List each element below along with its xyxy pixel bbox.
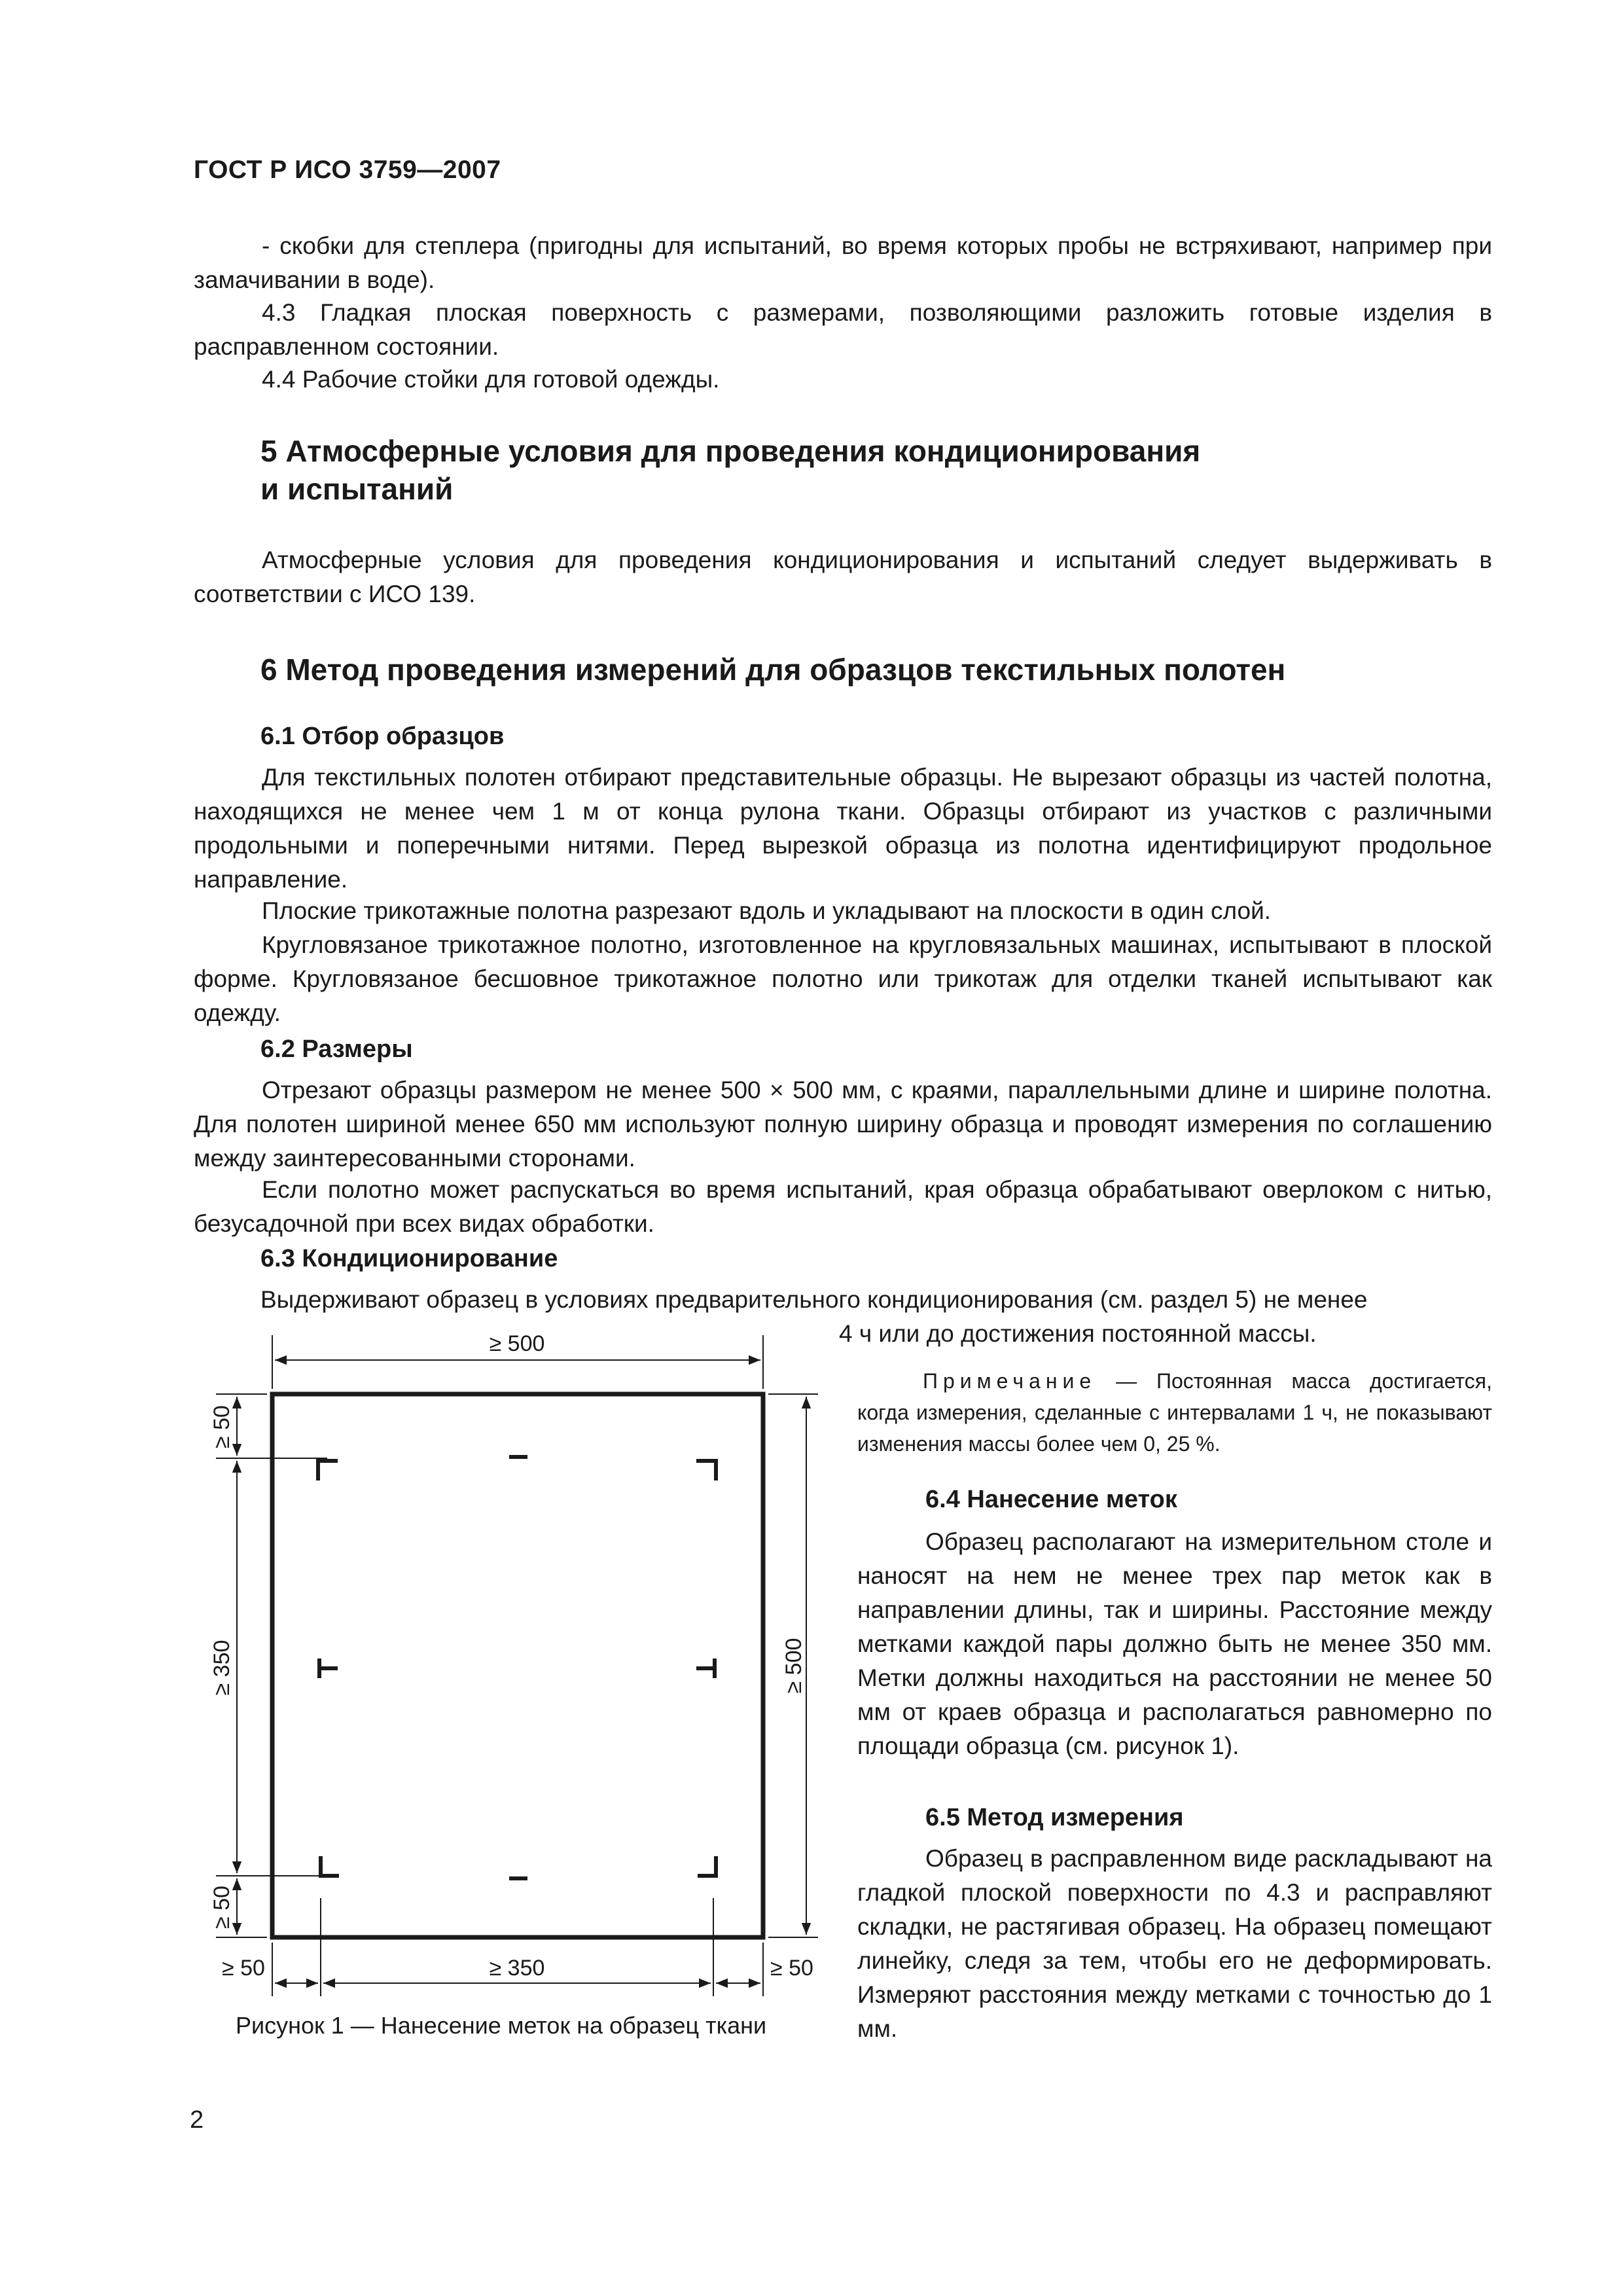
item-4-4: 4.4 Рабочие стойки для готовой одежды.	[262, 366, 720, 393]
dim-label-bottom-mid: ≥ 350	[489, 1956, 545, 1981]
section-6-1-p1: Для текстильных полотен отбирают представительные образцы. Не вырезают образцы из частей полотна, находящихся не менее чем 1 м от конца рулона ткани. Образцы отбирают из участков с различными продольными и поперечными нитями. Перед вырезкой образца из полотна идентифицируют продольное направление.	[194, 764, 1492, 893]
section-6-5-title: 6.5 Метод измерения	[925, 1804, 1184, 1831]
section-6-2-p2: Если полотно может распускаться во время испытаний, края образца обрабатывают оверлоком с нитью, безусадочной при всех видах обработки.	[194, 1176, 1492, 1237]
list-item-stapler: - скобки для степлера (пригодны для испытаний, во время которых пробы не встряхивают, например при замачивании в воде).	[194, 232, 1492, 293]
section-6-title: 6 Метод проведения измерений для образцов текстильных полотен	[260, 653, 1286, 687]
section-6-3-p1-line1: Выдерживают образец в условиях предварительного кондиционирования (см. раздел 5) не менее	[260, 1286, 1368, 1313]
measurement-marks	[318, 1457, 716, 1878]
section-6-3-p1-line2: 4 ч или до достижения постоянной массы.	[839, 1320, 1317, 1347]
section-6-2-p1: Отрезают образцы размером не менее 500 × 500 мм, с краями, параллельными длине и ширине полотна. Для полотен шириной менее 650 мм используют полную ширину образца и проводят измерения по соглашению между заинтересованными сторонами.	[194, 1077, 1492, 1172]
mark-top-left	[318, 1461, 338, 1480]
section-5-title-line1: 5 Атмосферные условия для проведения кондиционирования	[260, 434, 1201, 468]
dim-label-right: ≥ 500	[781, 1638, 806, 1694]
section-6-1-p3: Кругловязаное трикотажное полотно, изготовленное на кругловязальных машинах, испытывают в плоской форме. Кругловязаное бесшовное трикотажное полотно или трикотаж для отделки тканей испытывают как одежду.	[194, 931, 1492, 1026]
item-4-3: 4.3 Гладкая плоская поверхность с размерами, позволяющими разложить готовые изделия в расправленном состоянии.	[194, 299, 1492, 360]
dim-label-top: ≥ 500	[489, 1331, 545, 1356]
mark-bottom-left	[321, 1856, 339, 1876]
dim-label-left-mid: ≥ 350	[209, 1640, 234, 1696]
specimen-outline	[272, 1394, 763, 1937]
figure-caption: Рисунок 1 — Нанесение меток на образец ткани	[236, 2012, 767, 2039]
section-6-1-p2: Плоские трикотажные полотна разрезают вдоль и укладывают на плоскости в один слой.	[262, 897, 1272, 924]
dim-label-bottom-right: ≥ 50	[770, 1956, 813, 1981]
section-6-4-title: 6.4 Нанесение меток	[925, 1486, 1177, 1513]
section-6-5-p1: Образец в расправленном виде раскладывают на гладкой плоской поверхности по 4.3 и расправляют складки, не растягивая образец. На образец помещают линейку, следя за тем, чтобы его не деформировать. Измеряют расстояния между метками с точностью до 1 мм.	[857, 1845, 1492, 2042]
note-label: Примечание	[923, 1369, 1097, 1393]
section-5-title-line2: и испытаний	[260, 472, 454, 506]
figure-1	[0, 0, 851, 2029]
section-6-4-p1: Образец располагают на измерительном столе и наносят на нем не менее трех пар меток как в направлении длины, так и ширины. Расстояние между метками каждой пары должно быть не менее 350 мм. Метки должны находиться на расстоянии не менее 50 мм от краев образца и располагаться равномерно по площади образца (см. рисунок 1).	[857, 1528, 1492, 1759]
note-text: — Постоянная масса достигается, когда измерения, сделанные с интервалами 1 ч, не показывают изменения массы более чем 0, 25 %.	[857, 1369, 1492, 1456]
mark-middle-left	[319, 1659, 338, 1678]
section-6-2-title: 6.2 Размеры	[260, 1035, 413, 1063]
mark-bottom-right	[698, 1856, 716, 1876]
dim-label-bottom-left: ≥ 50	[222, 1956, 265, 1981]
section-5-text: Атмосферные условия для проведения кондиционирования и испытаний следует выдерживать в соответствии с ИСО 139.	[194, 547, 1492, 607]
section-6-3-title: 6.3 Кондиционирование	[260, 1245, 558, 1272]
mark-middle-right	[696, 1659, 715, 1678]
document-header: ГОСТ Р ИСО 3759—2007	[194, 156, 501, 184]
note	[857, 1365, 1492, 1460]
section-6-1-title: 6.1 Отбор образцов	[260, 723, 505, 750]
dim-label-left-top: ≥ 50	[209, 1405, 234, 1448]
dim-label-left-bottom: ≥ 50	[209, 1886, 234, 1929]
mark-top-right	[696, 1461, 716, 1480]
page-number: 2	[190, 2106, 204, 2134]
